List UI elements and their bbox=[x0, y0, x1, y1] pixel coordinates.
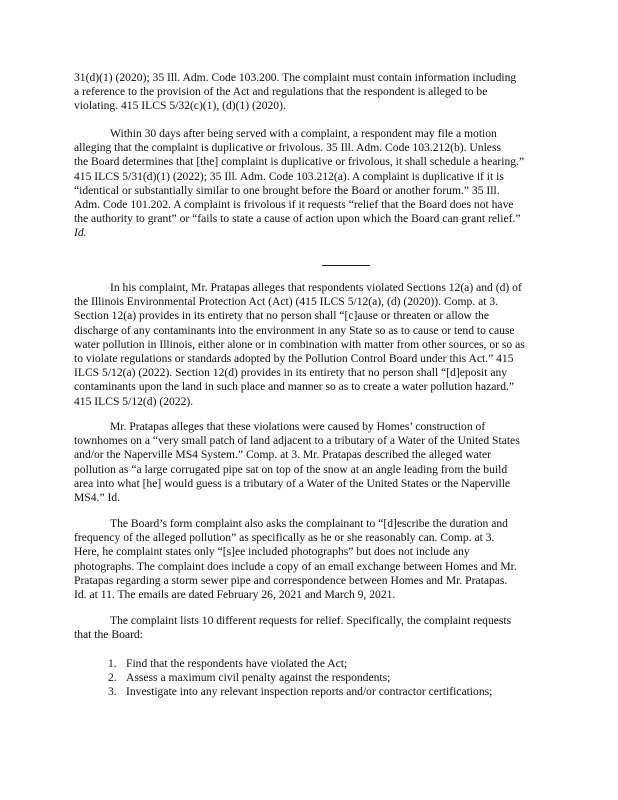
text-line: a reference to the provision of the Act and regulations that the respondent is alleged to be bbox=[74, 85, 488, 99]
list-item bbox=[108, 657, 578, 671]
heading-underline-rule bbox=[322, 265, 370, 266]
text-line: 415 ILCS 5/12(d) (2022). bbox=[74, 394, 194, 408]
text-line: and/or the Naperville MS4 System.” Comp. at 3. Mr. Pratapas described the alleged water bbox=[74, 448, 491, 462]
text-line: that the Board: bbox=[74, 628, 143, 642]
text-line: pollution as “a large corrugated pipe sat on top of the snow at an angle leading from the build bbox=[74, 462, 508, 476]
text-line: photographs. The complaint does include a copy of an email exchange between Homes and Mr. bbox=[74, 559, 517, 573]
paragraph-duplicative-frivolous bbox=[74, 127, 566, 241]
list-item bbox=[108, 685, 578, 699]
text-line: the Board determines that [the] complaint is duplicative or frivolous, it shall schedule a hearing.” bbox=[74, 155, 525, 169]
text-line: In his complaint, Mr. Pratapas alleges that respondents violated Sections 12(a) and (d) of bbox=[110, 281, 522, 294]
list-item-number: 3. bbox=[108, 685, 117, 699]
list-item-text: Assess a maximum civil penalty against the respondents; bbox=[126, 671, 391, 685]
relief-request-list bbox=[108, 657, 578, 700]
list-item-text: Investigate into any relevant inspection reports and/or contractor certifications; bbox=[126, 685, 493, 699]
text-line: “identical or substantially similar to one brought before the Board or another forum.” 35 Ill. bbox=[74, 183, 500, 197]
text-line: to violate regulations or standards adopted by the Pollution Control Board under this Act.” 415 bbox=[74, 352, 514, 366]
text-line: Section 12(a) provides in its entirety that no person shall “[c]ause or threaten or allow the bbox=[74, 309, 489, 323]
text-line: Mr. Pratapas alleges that these violations were caused by Homes’ construction of bbox=[110, 420, 486, 433]
text-line: Pratapas regarding a storm sewer pipe and correspondence between Homes and Mr. Pratapas. bbox=[74, 573, 508, 587]
text-line: alleging that the complaint is duplicative or frivolous. 35 Ill. Adm. Code 103.212(b). Unless bbox=[74, 141, 501, 155]
text-line: The complaint lists 10 different requests for relief. Specifically, the complaint requests bbox=[110, 614, 512, 627]
text-line: townhomes on a “very small patch of land adjacent to a tributary of a Water of the United States bbox=[74, 434, 520, 448]
paragraph-complaint-requirements bbox=[74, 71, 566, 114]
paragraph-duration-frequency bbox=[74, 517, 566, 602]
text-line: Id. bbox=[74, 226, 87, 240]
text-line: The Board’s form complaint also asks the complainant to “[d]escribe the duration and bbox=[110, 517, 508, 530]
text-line: water pollution in Illinois, either alone or in combination with matter from other sources, or so as bbox=[74, 337, 525, 351]
paragraph-alleged-violations bbox=[74, 281, 566, 409]
text-line: ILCS 5/12(a) (2022). Section 12(d) provides in its entirety that no person shall “[d]eposit any bbox=[74, 366, 508, 380]
list-item-number: 1. bbox=[108, 657, 117, 670]
text-line: Here, he complaint states only “[s]ee included photographs” but does not include any bbox=[74, 545, 470, 559]
list-item-number: 2. bbox=[108, 671, 117, 685]
text-line: discharge of any contaminants into the environment in any State so as to cause or tend to cause bbox=[74, 323, 515, 337]
list-item bbox=[108, 671, 578, 685]
text-line: 415 ILCS 5/31(d)(1) (2022); 35 Ill. Adm. Code 103.212(a). A complaint is duplicative if it is bbox=[74, 169, 504, 183]
list-item-text: Find that the respondents have violated the Act; bbox=[126, 657, 348, 670]
text-line: 31(d)(1) (2020); 35 Ill. Adm. Code 103.200. The complaint must contain information including bbox=[74, 71, 517, 84]
paragraph-townhomes-construction bbox=[74, 420, 566, 505]
text-line: the Illinois Environmental Protection Act (Act) (415 ILCS 5/12(a), (d) (2020)). Comp. at 3. bbox=[74, 295, 499, 309]
text-line: frequency of the alleged pollution” as specifically as he or she reasonably can. Comp. at 3. bbox=[74, 531, 495, 545]
text-line: Adm. Code 101.202. A complaint is frivolous if it requests “relief that the Board does not have bbox=[74, 198, 514, 212]
text-line: Id. at 11. The emails are dated February 26, 2021 and March 9, 2021. bbox=[74, 588, 396, 602]
text-line: MS4.” Id. bbox=[74, 491, 121, 505]
text-line: area into what [he] would guess is a tributary of a Water of the United States or the Naperville bbox=[74, 476, 511, 490]
paragraph-requests-for-relief bbox=[74, 614, 566, 642]
text-line: Within 30 days after being served with a complaint, a respondent may file a motion bbox=[110, 127, 497, 140]
text-line: contaminants upon the land in such place and manner so as to create a water pollution hazard.” bbox=[74, 380, 515, 394]
text-line: the authority to grant” or “fails to state a cause of action upon which the Board can grant relief.” bbox=[74, 212, 521, 226]
text-line: violating. 415 ILCS 5/32(c)(1), (d)(1) (2020). bbox=[74, 99, 286, 113]
